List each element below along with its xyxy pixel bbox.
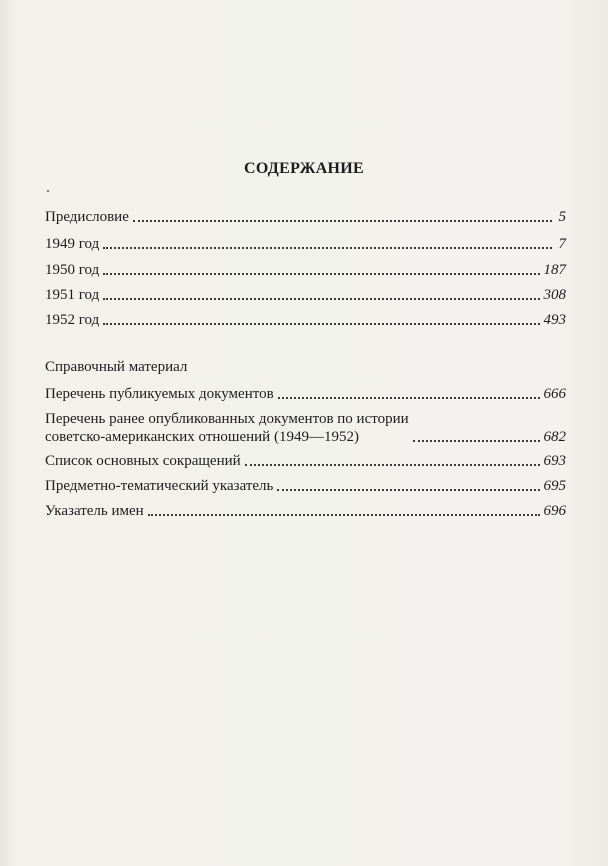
- toc-entry-published-documents[interactable]: [45, 410, 566, 446]
- dot-leader: [278, 397, 540, 399]
- print-speck: [47, 190, 49, 192]
- toc-entry-1952[interactable]: [45, 311, 566, 329]
- toc-entry-label-line2: советско-американских отношений (1949—1952): [45, 429, 359, 445]
- toc-entry-label: Предметно-тематический указатель: [45, 478, 274, 494]
- toc-entry-label-block: [45, 410, 409, 446]
- toc-entry-documents-list[interactable]: [45, 385, 566, 403]
- toc-entry-label: 1951 год: [45, 287, 100, 303]
- dot-leader: [103, 273, 539, 275]
- dot-leader: [133, 220, 552, 222]
- toc-entry-page: 682: [543, 429, 566, 445]
- toc-entry-label: 1949 год: [45, 236, 100, 252]
- toc-entry-page: 7: [558, 236, 566, 252]
- dot-leader: [245, 464, 540, 466]
- dot-leader: [103, 298, 539, 300]
- toc-entry-name-index[interactable]: [45, 502, 566, 520]
- toc-entry-page: 308: [543, 287, 566, 303]
- dot-leader: [103, 247, 552, 249]
- dot-leader: [277, 489, 539, 491]
- toc-entry-label-line1: Перечень ранее опубликованных документов по истории: [45, 411, 409, 427]
- toc-entry-1951[interactable]: [45, 286, 566, 304]
- toc-entry-subject-index[interactable]: [45, 477, 566, 495]
- toc-entry-label: Указатель имен: [45, 503, 144, 519]
- toc-entry-page: 696: [543, 503, 566, 519]
- toc-entry-label: Перечень публикуемых документов: [45, 386, 274, 402]
- toc-entry-page: 187: [543, 262, 566, 278]
- toc-entry-page: 666: [543, 386, 566, 402]
- toc-entry-label: Предисловие: [45, 209, 129, 225]
- toc-entry-page: 695: [543, 478, 566, 494]
- dot-leader: [103, 323, 539, 325]
- toc-entry-label: 1950 год: [45, 262, 100, 278]
- toc-entry-page: 493: [543, 312, 566, 328]
- toc-entry-preface[interactable]: [45, 208, 566, 226]
- toc-entry-label: 1952 год: [45, 312, 100, 328]
- contents-title: СОДЕРЖАНИЕ: [243, 160, 365, 177]
- dot-leader: [413, 440, 540, 442]
- toc-entry-abbreviations[interactable]: [45, 452, 566, 470]
- toc-entry-1950[interactable]: [45, 261, 566, 279]
- toc-entry-page: 693: [543, 453, 566, 469]
- toc-entry-1949[interactable]: [45, 235, 566, 253]
- toc-entry-page: 5: [558, 209, 566, 225]
- toc-entry-label: Список основных сокращений: [45, 453, 241, 469]
- dot-leader: [148, 514, 540, 516]
- reference-section-heading: Справочный материал: [45, 359, 188, 375]
